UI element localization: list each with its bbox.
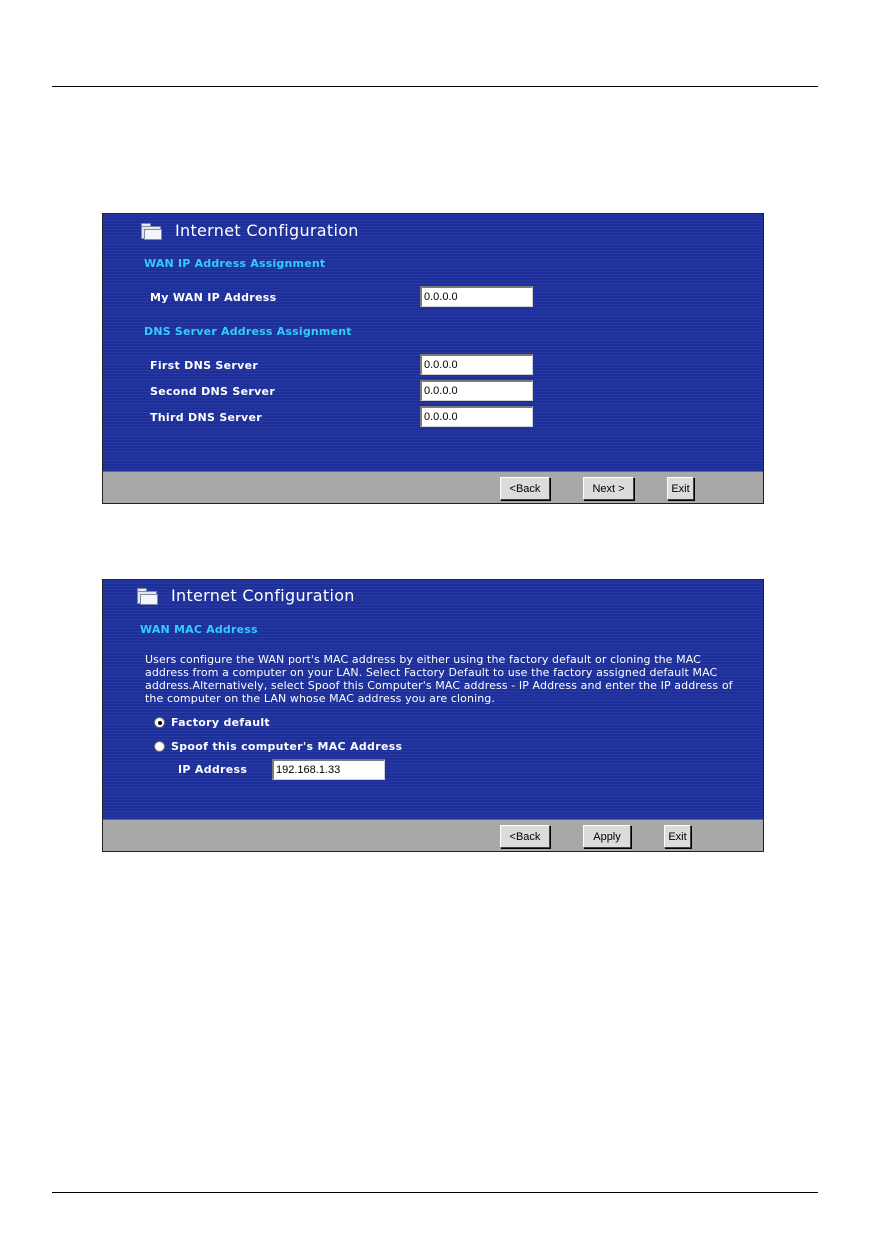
panel-title: Internet Configuration bbox=[171, 585, 355, 605]
back-button[interactable]: <Back bbox=[500, 477, 550, 500]
panel-header bbox=[137, 585, 355, 605]
panel-header bbox=[141, 220, 359, 240]
ip-address-input[interactable] bbox=[272, 759, 385, 780]
panel-title: Internet Configuration bbox=[175, 220, 359, 240]
button-bar bbox=[103, 471, 763, 503]
folder-icon bbox=[141, 223, 161, 238]
spoof-mac-label: Spoof this computer's MAC Address bbox=[171, 740, 403, 753]
factory-default-label: Factory default bbox=[171, 716, 270, 729]
mac-config-panel bbox=[102, 579, 764, 852]
button-bar bbox=[103, 819, 763, 851]
dns-section-heading: DNS Server Address Assignment bbox=[144, 325, 352, 338]
mac-description: Users configure the WAN port's MAC address by either using the factory default or cloning the MAC address from a computer on your LAN. Select Factory Default to use the factory assigned default MAC address.Alternatively, select Spoof this Computer's MAC address - IP Address and enter the IP address of the computer on the LAN whose MAC address you are cloning. bbox=[145, 653, 733, 705]
spoof-mac-option[interactable] bbox=[154, 740, 402, 753]
factory-default-radio[interactable] bbox=[154, 717, 165, 728]
dns-config-panel bbox=[102, 213, 764, 504]
spoof-mac-radio[interactable] bbox=[154, 741, 165, 752]
footer-rule bbox=[52, 1192, 818, 1193]
header-rule bbox=[52, 86, 818, 87]
third-dns-label: Third DNS Server bbox=[150, 411, 262, 424]
second-dns-input[interactable] bbox=[420, 380, 533, 401]
folder-icon bbox=[137, 588, 157, 603]
first-dns-label: First DNS Server bbox=[150, 359, 259, 372]
factory-default-option[interactable] bbox=[154, 716, 270, 729]
next-button[interactable]: Next > bbox=[583, 477, 634, 500]
wan-ip-input[interactable] bbox=[420, 286, 533, 307]
first-dns-input[interactable] bbox=[420, 354, 533, 375]
third-dns-input[interactable] bbox=[420, 406, 533, 427]
wan-ip-label: My WAN IP Address bbox=[150, 291, 277, 304]
ip-address-label: IP Address bbox=[178, 763, 248, 776]
apply-button[interactable]: Apply bbox=[583, 825, 631, 848]
second-dns-label: Second DNS Server bbox=[150, 385, 276, 398]
back-button[interactable]: <Back bbox=[500, 825, 550, 848]
wan-ip-section-heading: WAN IP Address Assignment bbox=[144, 257, 326, 270]
exit-button[interactable]: Exit bbox=[664, 825, 691, 848]
wan-mac-section-heading: WAN MAC Address bbox=[140, 623, 258, 636]
exit-button[interactable]: Exit bbox=[667, 477, 694, 500]
